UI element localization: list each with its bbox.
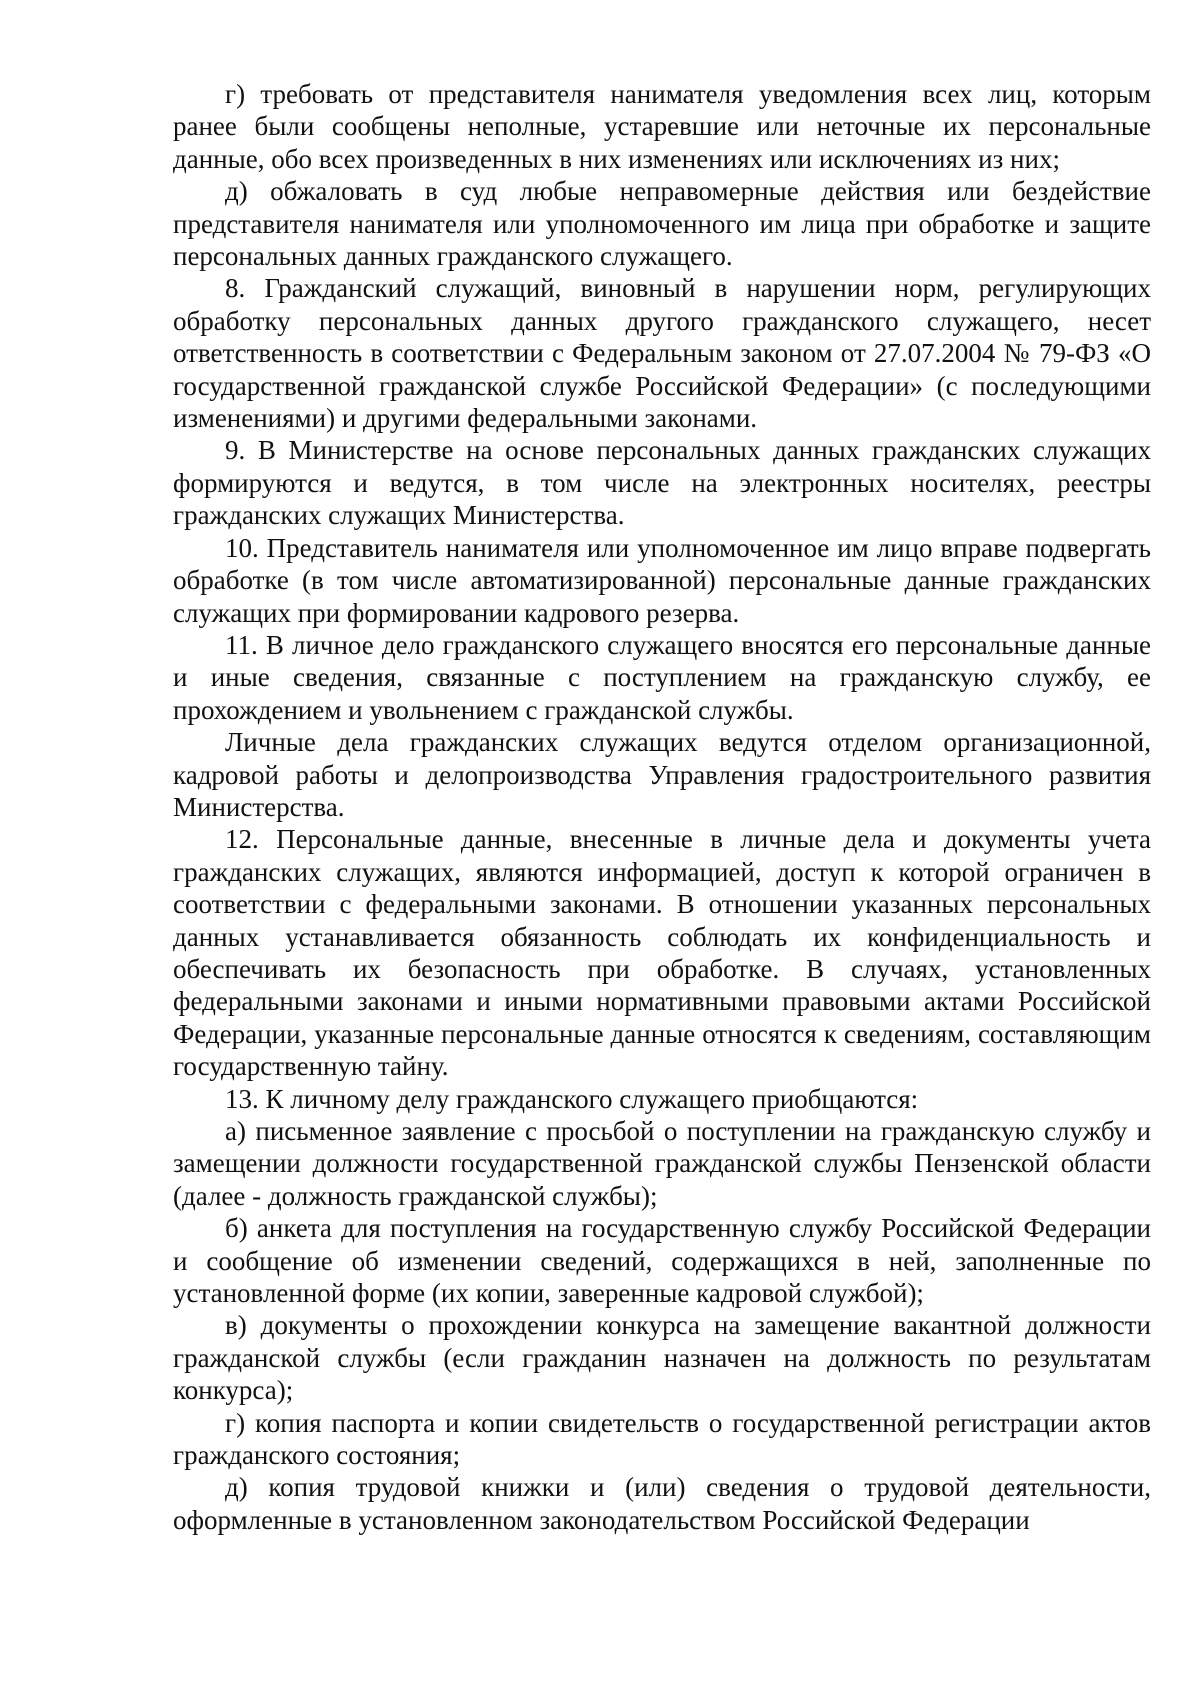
paragraph-item-g-notify: г) требовать от представителя нанимателя уведомления всех лиц, которым ранее были сообщены неполные, устаревшие или неточные их персональные данные, обо всех произведенных в них изменениях или исключениях из них; <box>173 79 1151 174</box>
paragraph-11-personal-file: 11. В личное дело гражданского служащего вносятся его персональные данные и иные сведения, связанные с поступлением на гражданскую службу, ее прохождением и увольнением с гражданской службы. <box>173 629 1151 725</box>
paragraph-10-reserve: 10. Представитель нанимателя или уполномоченное им лицо вправе подвергать обработке (в том числе автоматизированной) персональные данные гражданских служащих при формировании кадрового резерва. <box>173 532 1151 628</box>
paragraph-9-registers: 9. В Министерстве на основе персональных данных гражданских служащих формируются и ведутся, в том числе на электронных носителях, реестры гражданских служащих Министерства. <box>173 435 1151 531</box>
paragraph-8-liability: 8. Гражданский служащий, виновный в нарушении норм, регулирующих обработку персональных данных другого гражданского служащего, несет ответственность в соответствии с Федеральным законом от 27.07.2004 № 79-ФЗ «О государственной гражданской службе Российской Федерации» (с последующими изменениями) и другими федеральными законами. <box>173 273 1151 434</box>
paragraph-13-item-g: г) копия паспорта и копии свидетельств о государственной регистрации актов гражданского состояния; <box>173 1407 1151 1471</box>
paragraph-11-files-maintained: Личные дела гражданских служащих ведутся отделом организационной, кадровой работы и делопроизводства Управления градостроительного развития Министерства. <box>173 727 1151 822</box>
paragraph-13-item-a: а) письменное заявление с просьбой о поступлении на гражданскую службу и замещении должности государственной гражданской службы Пензенской области (далее - должность гражданской службы); <box>173 1116 1151 1211</box>
document-page <box>173 78 1151 1536</box>
paragraph-12-confidentiality: 12. Персональные данные, внесенные в личные дела и документы учета гражданских служащих, являются информацией, доступ к которой ограничен в соответствии с федеральными законами. В отношении указанных персональных данных устанавливается обязанность соблюдать их конфиденциальность и обеспечивать их безопасность при обработке. В случаях, установленных федеральными законами и иными нормативными правовыми актами Российской Федерации, указанные персональные данные относятся к сведениям, составляющим государственную тайну. <box>173 824 1151 1082</box>
paragraph-item-d-appeal: д) обжаловать в суд любые неправомерные действия или бездействие представителя нанимателя или уполномоченного им лица при обработке и защите персональных данных гражданского служащего. <box>173 176 1151 272</box>
paragraph-13-item-b: б) анкета для поступления на государственную службу Российской Федерации и сообщение об изменении сведений, содержащихся в ней, заполненные по установленной форме (их копии, заверенные кадровой службой); <box>173 1213 1151 1309</box>
paragraph-13-item-v: в) документы о прохождении конкурса на замещение вакантной должности гражданской службы (если гражданин назначен на должность по результатам конкурса); <box>173 1310 1151 1406</box>
paragraph-13-item-d: д) копия трудовой книжки и (или) сведения о трудовой деятельности, оформленные в установленном законодательством Российской Федерации <box>173 1472 1151 1535</box>
paragraph-13-intro: 13. К личному делу гражданского служащего приобщаются: <box>225 1083 919 1114</box>
